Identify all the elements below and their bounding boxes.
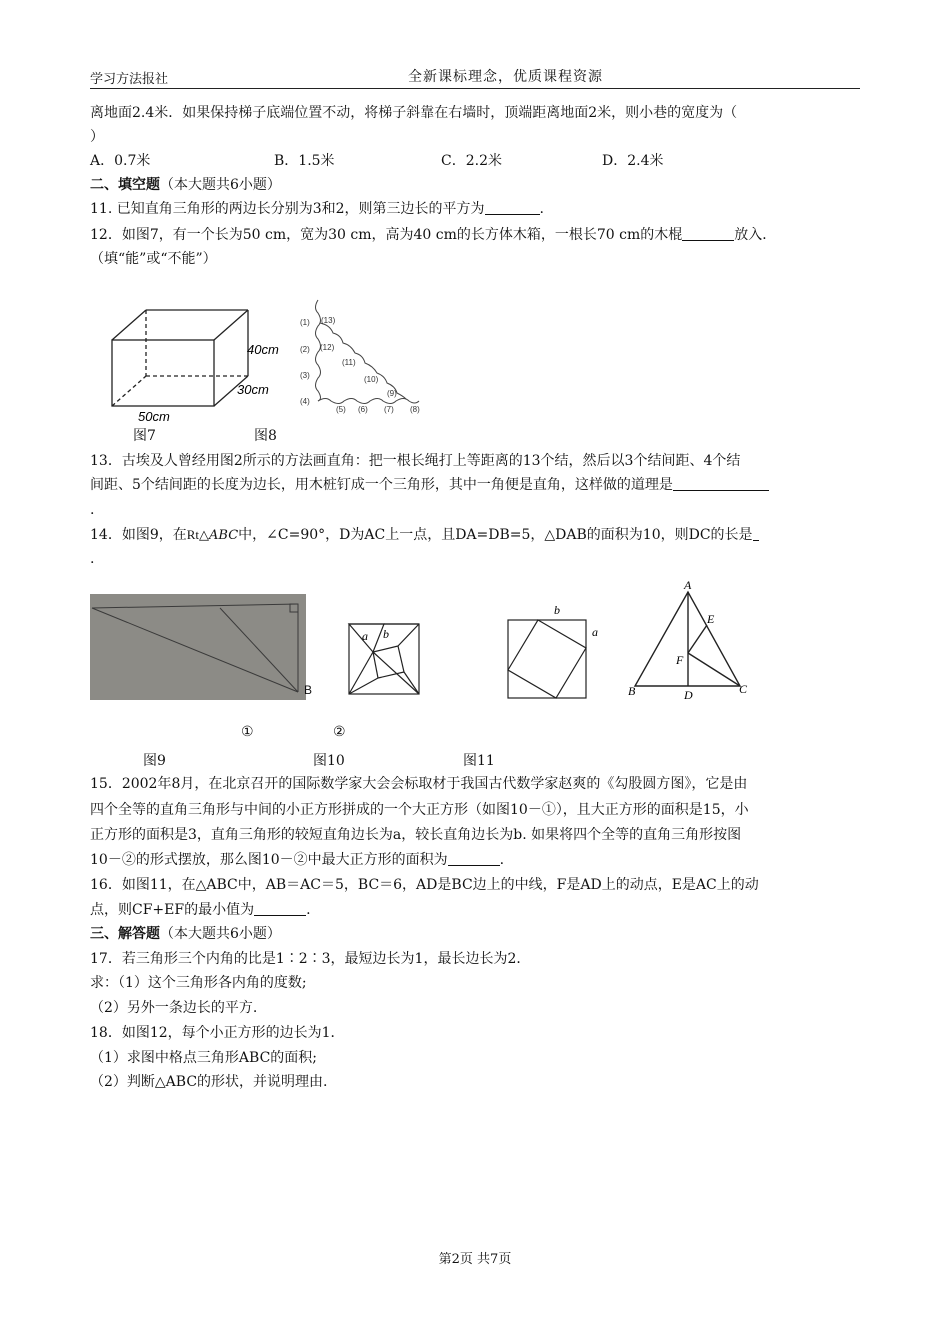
header-left: 学习方法报社	[90, 72, 169, 87]
q14	[90, 525, 759, 546]
fig11-label-e: E	[707, 612, 715, 626]
q18-line1: 18．如图12，每个小正方形的边长为1．	[90, 1025, 345, 1041]
fig8-label-2: (2)	[300, 345, 310, 354]
q10-line1: 离地面2.4米．如果保持梯子底端位置不动，将梯子斜靠在右墙时，顶端距离地面2米，则小巷的宽度为（	[90, 105, 738, 121]
q11-end: .	[539, 201, 544, 217]
section3-note: （本大题共6小题）	[160, 926, 281, 942]
fig10-2-diagram	[500, 600, 610, 702]
q12-line2: （填“能”或“不能”）	[90, 251, 217, 267]
q13-blank	[673, 476, 769, 491]
q15-end: .	[499, 852, 505, 868]
section3-title: 三、解答题	[90, 926, 160, 942]
page-header	[90, 66, 860, 89]
q15-line2: 四个全等的直角三角形与中间的小正方形拼成的一个大正方形（如图10－①），且大正方形的面积是15，小	[90, 802, 749, 818]
q16-line2-wrap	[90, 900, 311, 920]
q14-blank	[753, 526, 759, 541]
q10-option-a: A．0.7米	[90, 153, 151, 169]
q10-option-b: B．1.5米	[274, 153, 335, 169]
fig10-caption: 图10	[313, 753, 345, 769]
q13-line2: 间距、5个结间距的长度为边长，用木桩钉成一个三角形，其中一角便是直角，这样做的道理是	[90, 477, 673, 493]
fig8-label-11: (11)	[342, 358, 356, 367]
q14-rt: Rt△	[186, 527, 210, 542]
q16-line1: 16．如图11，在△ABC中，AB＝AC＝5，BC＝6，AD是BC边上的中线，F是AD上的动点，E是AC上的动	[90, 877, 759, 893]
q14-post: 中，∠C=90°，D为AC上一点，且DA=DB=5，△DAB的面积为10，则DC的长是	[238, 527, 753, 543]
fig10-2-label-b: b	[554, 603, 560, 617]
q14-pre: 14．如图9，在	[90, 527, 187, 543]
fig11-label-b: B	[628, 684, 636, 698]
fig7-caption: 图7	[133, 428, 156, 444]
fig11-label-d: D	[684, 688, 693, 702]
q18-line3: （2）判断△ABC的形状，并说明理由.	[90, 1074, 328, 1090]
q17-line3: （2）另外一条边长的平方.	[90, 1000, 258, 1016]
fig10-1-diagram	[346, 620, 426, 698]
q15-line1: 15．2002年8月，在北京召开的国际数学家大会会标取材于我国古代数学家赵爽的《勾股圆方图》，它是由	[90, 776, 748, 792]
fig11-label-a: A	[684, 578, 692, 592]
q15-line3: 正方形的面积是3，直角三角形的较短直角边长为a，较长直角边长为b. 如果将四个全等的直角三角形按图	[90, 827, 742, 843]
fig9-label-b: B	[304, 683, 313, 697]
q11-blank	[485, 200, 540, 215]
fig8-rope-triangle	[296, 295, 432, 420]
fig7-width-label: 30cm	[237, 382, 269, 397]
fig9-caption: 图9	[143, 753, 166, 769]
fig8-label-6: (6)	[358, 405, 368, 414]
q13-line1: 13．古埃及人曾经用图2所示的方法画直角：把一根长绳打上等距离的13个结，然后以3个结间距、4个结	[90, 453, 741, 469]
fig8-label-5: (5)	[336, 405, 346, 414]
q17-line1: 17．若三角形三个内角的比是1∶2∶3，最短边长为1，最长边长为2．	[90, 951, 531, 967]
fig10-2-label-a: a	[592, 625, 598, 639]
fig11-label-f: F	[676, 653, 684, 667]
section2-heading	[90, 175, 281, 195]
q15-line4-wrap	[90, 850, 504, 870]
q14-abc: ABC	[209, 528, 239, 543]
fig11-caption: 图11	[463, 753, 495, 769]
q14-line2: .	[90, 551, 95, 567]
q13-line3: .	[90, 502, 95, 518]
fig7-length-label: 50cm	[138, 409, 170, 424]
fig8-label-12: (12)	[320, 343, 335, 352]
section2-note: （本大题共6小题）	[160, 177, 281, 193]
header-center: 全新课标理念，优质课程资源	[408, 69, 603, 85]
fig8-label-10: (10)	[364, 375, 379, 384]
fig8-label-3: (3)	[300, 371, 310, 380]
q16-end: .	[306, 902, 311, 918]
q10-option-d: D．2.4米	[602, 153, 664, 169]
fig10-sub1: ①	[241, 724, 254, 740]
q12-blank	[682, 226, 734, 241]
q12-text: 12．如图7，有一个长为50 cm，宽为30 cm，高为40 cm的长方体木箱，一根长70 cm的木棍	[90, 227, 683, 243]
fig10-1-label-b: b	[383, 627, 389, 641]
q10-line2: ）	[90, 129, 104, 145]
q11-text: 11. 已知直角三角形的两边长分别为3和2，则第三边长的平方为	[90, 201, 485, 217]
fig8-label-8: (8)	[410, 405, 420, 414]
fig10-1-label-a: a	[362, 629, 368, 643]
fig8-label-7: (7)	[384, 405, 394, 414]
q12	[90, 225, 776, 245]
fig9-triangle-lines	[90, 594, 320, 704]
q12-end: 放入．	[734, 227, 777, 243]
q16-line2: 点，则CF+EF的最小值为	[90, 902, 255, 918]
fig11-label-c: C	[739, 682, 748, 696]
q11	[90, 199, 544, 219]
q10-option-c: C．2.2米	[441, 153, 502, 169]
q16-blank	[254, 901, 306, 916]
q18-line2: （1）求图中格点三角形ABC的面积;	[90, 1050, 317, 1066]
section2-title: 二、填空题	[90, 177, 160, 193]
fig8-label-1: (1)	[300, 318, 310, 327]
fig7-box-diagram	[100, 300, 290, 425]
fig7-height-label: 40cm	[247, 342, 279, 357]
q17-line2: 求：（1）这个三角形各内角的度数;	[90, 975, 307, 991]
section3-heading	[90, 924, 281, 944]
q15-blank	[448, 851, 500, 866]
fig10-sub2: ②	[333, 724, 346, 740]
page-footer: 第2页 共7页	[438, 1252, 512, 1267]
fig8-label-4: (4)	[300, 397, 310, 406]
fig8-label-9: (9)	[387, 389, 397, 398]
fig8-label-13: (13)	[321, 316, 336, 325]
q13-line2-wrap	[90, 475, 769, 495]
fig8-caption: 图8	[254, 428, 277, 444]
q15-line4: 10－②的形式摆放，那么图10－②中最大正方形的面积为	[90, 852, 448, 868]
fig11-triangle	[620, 578, 760, 703]
